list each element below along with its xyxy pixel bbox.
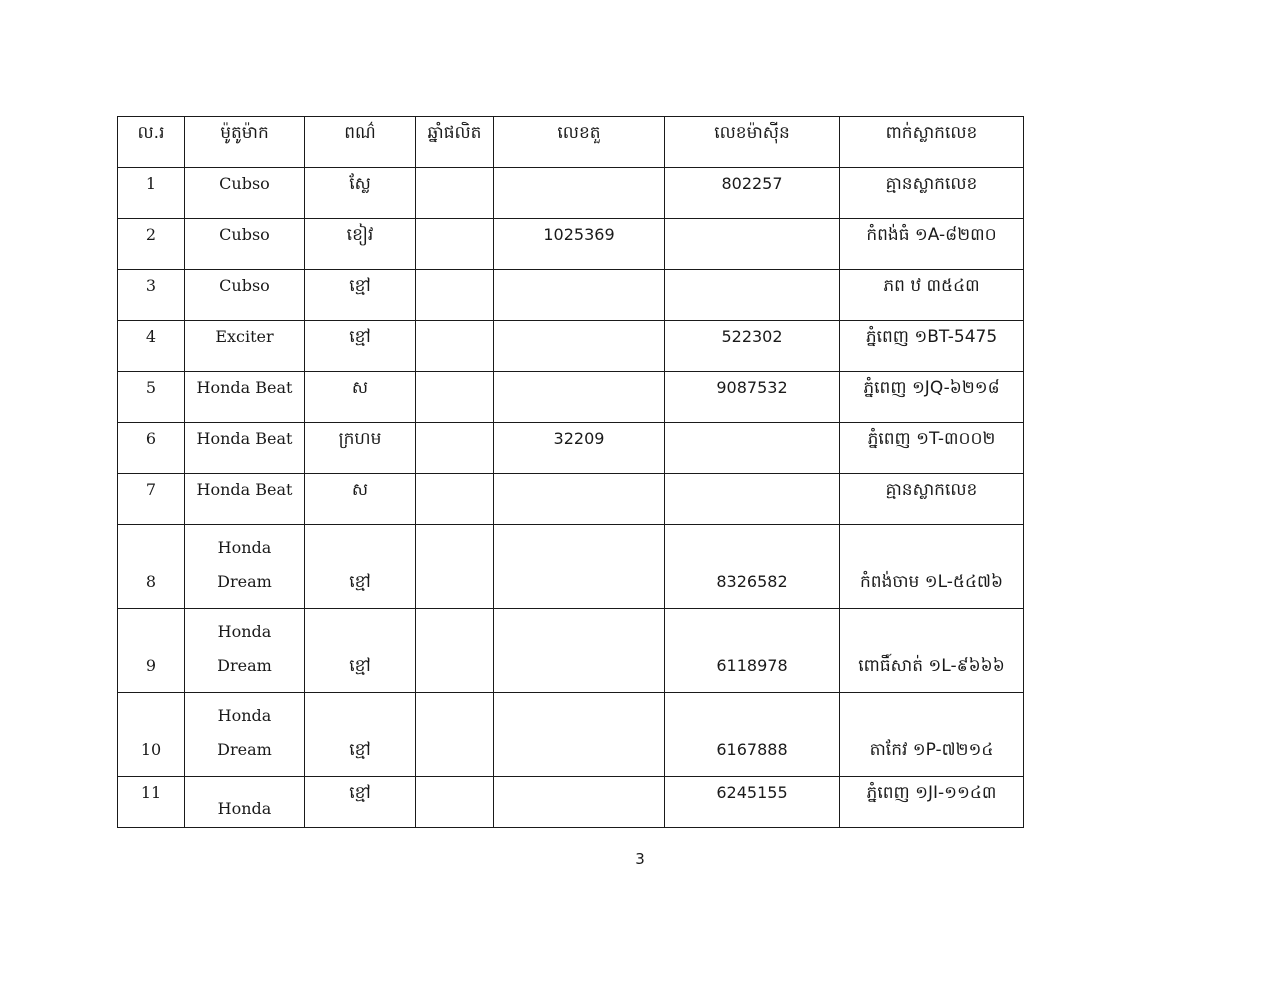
- header-plate: ពាក់ស្លាកលេខ: [885, 123, 978, 143]
- row-brand-line1: Honda: [217, 622, 272, 641]
- row-plate: គ្មានស្លាកលេខ: [885, 174, 978, 194]
- table-row: [118, 609, 1024, 693]
- row-brand: Exciter: [215, 327, 274, 346]
- row-no: 11: [140, 783, 162, 802]
- row-color: ស: [351, 480, 369, 500]
- page-number: 3: [635, 850, 645, 868]
- table-row: [118, 474, 1024, 525]
- row-engine: 6245155: [716, 783, 788, 802]
- row-no-value: 10: [140, 740, 162, 759]
- row-brand-line2: Dream: [217, 740, 272, 759]
- row-year: [416, 777, 493, 783]
- row-chassis: [494, 609, 664, 615]
- row-no-value: 8: [145, 572, 157, 591]
- row-chassis: [494, 270, 664, 276]
- row-color: ខ្មៅ: [349, 276, 371, 296]
- row-no: 3: [145, 276, 157, 295]
- row-engine: [665, 474, 839, 480]
- row-brand: Honda Beat: [196, 429, 293, 448]
- row-plate-value: ពោធិ៍សាត់ ១L-៩៦៦៦: [858, 656, 1005, 676]
- row-plate: [840, 693, 1023, 767]
- row-engine: 802257: [721, 174, 783, 193]
- row-brand: [185, 525, 304, 599]
- row-engine: [665, 219, 839, 225]
- row-color-value: ខ្មៅ: [349, 740, 371, 760]
- row-chassis: [494, 321, 664, 327]
- row-year: [416, 219, 493, 225]
- row-plate: គ្មានស្លាកលេខ: [885, 480, 978, 500]
- row-brand: Cubso: [219, 174, 270, 193]
- row-no: [118, 693, 184, 767]
- row-color-value: ខ្មៅ: [349, 572, 371, 592]
- row-chassis: [494, 525, 664, 531]
- row-color-value: ខ្មៅ: [349, 656, 371, 676]
- row-engine: 9087532: [716, 378, 788, 397]
- row-brand-line1: Honda: [217, 538, 272, 557]
- row-brand: Honda Beat: [196, 378, 293, 397]
- row-engine-value: 8326582: [716, 572, 788, 591]
- row-year: [416, 609, 493, 615]
- table-row: [118, 219, 1024, 270]
- row-engine: [665, 693, 839, 767]
- row-year: [416, 168, 493, 174]
- row-year: [416, 372, 493, 378]
- row-brand: Cubso: [219, 276, 270, 295]
- row-plate: [840, 609, 1023, 683]
- row-no-value: 9: [145, 656, 157, 675]
- row-chassis: [494, 168, 664, 174]
- row-color: ខ្មៅ: [349, 783, 371, 803]
- row-plate: ភ្នំពេញ ១JI-១១៤៣: [866, 783, 997, 803]
- row-year: [416, 423, 493, 429]
- row-no: 4: [145, 327, 157, 346]
- row-brand-line2: Dream: [217, 656, 272, 675]
- row-color: ស: [351, 378, 369, 398]
- row-engine: [665, 609, 839, 683]
- row-color: ក្រហម: [338, 429, 382, 449]
- row-no: 2: [145, 225, 157, 244]
- row-brand-line2: Dream: [217, 572, 272, 591]
- row-no: [118, 609, 184, 683]
- row-color: [305, 609, 415, 683]
- table-row: [118, 423, 1024, 474]
- row-brand: Cubso: [219, 225, 270, 244]
- row-year: [416, 321, 493, 327]
- motorcycle-records-table: [117, 116, 1024, 828]
- row-no: 1: [145, 174, 157, 193]
- row-plate: ភ្នំពេញ ១BT-5475: [865, 327, 998, 347]
- header-color: ពណ៌: [344, 123, 376, 143]
- header-brand: ម៉ូតូម៉ាក: [220, 123, 269, 143]
- table-row: [118, 693, 1024, 777]
- row-plate: ភព ឋ ៣៥៤៣: [883, 276, 980, 296]
- row-year: [416, 693, 493, 699]
- row-chassis: [494, 777, 664, 783]
- table-row: [118, 321, 1024, 372]
- table-row: [118, 168, 1024, 219]
- row-engine: [665, 270, 839, 276]
- row-year: [416, 474, 493, 480]
- row-color: ស្លែ: [349, 174, 371, 194]
- row-no: 6: [145, 429, 157, 448]
- row-color: [305, 693, 415, 767]
- table-row: [118, 777, 1024, 828]
- row-brand: Honda Beat: [196, 480, 293, 499]
- row-color: ខៀវ: [346, 225, 374, 245]
- row-plate: ភ្នំពេញ ១T-៣០០២: [867, 429, 996, 449]
- row-chassis: 1025369: [543, 225, 615, 244]
- row-engine: [665, 525, 839, 599]
- row-brand: [185, 609, 304, 683]
- row-engine: [665, 423, 839, 429]
- row-plate: កំពង់ធំ ១A-៨២៣០: [866, 225, 997, 245]
- row-brand: [185, 693, 304, 767]
- table-row: [118, 372, 1024, 423]
- header-year: ឆ្នាំផលិត: [427, 123, 482, 143]
- row-color: ខ្មៅ: [349, 327, 371, 347]
- row-color: [305, 525, 415, 599]
- row-plate: ភ្នំពេញ ១JQ-៦២១៨: [863, 378, 1000, 398]
- row-brand-line1: Honda: [217, 706, 272, 725]
- row-engine-value: 6118978: [716, 656, 788, 675]
- row-plate-value: តាកែវ ១P-៧២១៤: [869, 740, 994, 760]
- row-no: 7: [145, 480, 157, 499]
- row-year: [416, 270, 493, 276]
- row-chassis: [494, 372, 664, 378]
- table-header-row: [118, 117, 1024, 168]
- table-row: [118, 270, 1024, 321]
- header-no: ល.រ: [137, 123, 165, 143]
- row-year: [416, 525, 493, 531]
- row-no: [118, 525, 184, 599]
- row-brand: Honda: [217, 799, 272, 818]
- row-chassis: [494, 474, 664, 480]
- header-chassis: លេខតួ: [557, 123, 601, 143]
- table-row: [118, 525, 1024, 609]
- row-engine-value: 6167888: [716, 740, 788, 759]
- row-chassis: [494, 693, 664, 699]
- header-engine: លេខម៉ាស៊ីន: [714, 123, 790, 143]
- row-plate: [840, 525, 1023, 599]
- row-chassis: 32209: [553, 429, 605, 448]
- row-engine: 522302: [721, 327, 783, 346]
- row-no: 5: [145, 378, 157, 397]
- row-plate-value: កំពង់ចាម ១L-៥៤៧៦: [860, 572, 1003, 592]
